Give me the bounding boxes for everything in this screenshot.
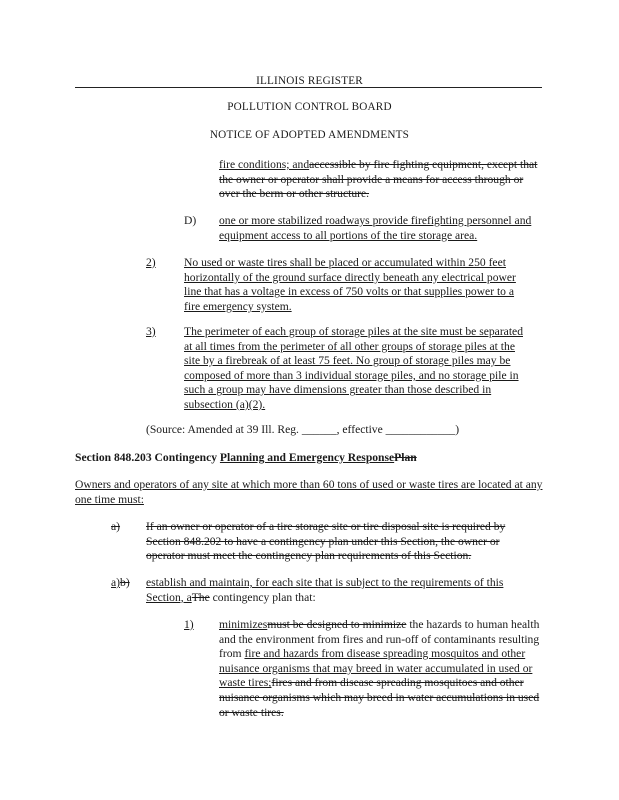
item-ab-label: a)b) [111,576,130,589]
item-3-text: The perimeter of each group of storage piles at the site must be separated at all times from the perimeter of all other groups of storage piles at the site by a firebreak of at least 75 feet. No group of storage piles may be composed of more than 3 individual storage piles, and no storage pile in such a group may have dimensions greater than those described in subsection (a)(2). [184,325,523,411]
notice-title: NOTICE OF ADOPTED AMENDMENTS [209,129,410,141]
deleted-text: accessible by fire fighting equipment, except that the owner or operator shall provide a means for access through or over the berm or other structure. [219,158,538,201]
item-a-text: If an owner or operator of a tire storage site or tire disposal site is required by Section 848.202 to have a contingency plan under this Section, the owner or operator must meet the contingency plan requirements of this Section. [146,520,506,563]
section-deleted: Plan [394,451,417,464]
item-1-label: 1) [184,618,194,631]
continued-paragraph [219,158,542,202]
item-3-label: 3) [146,325,156,338]
inserted-text: fire conditions; and [219,158,310,171]
item-2-label: 2) [146,256,156,269]
item-2-text: No used or waste tires shall be placed or accumulated within 250 feet horizontally of the ground surface directly beneath any electrical power line that has a voltage in excess of 750 volts or that supplies power to a fire emergency system. [184,256,516,313]
board-title: POLLUTION CONTROL BOARD [227,101,392,113]
item-ab-text: establish and maintain, for each site that is subject to the requirements of this Section, aThe contingency plan that: [146,576,504,604]
section-inserted: Planning and Emergency Response [219,451,395,464]
intro-paragraph: Owners and operators of any site at which more than 60 tons of used or waste tires are located at any one time must: [75,478,543,506]
section-heading [75,451,545,466]
register-title: ILLINOIS REGISTER [256,75,363,87]
source-note: (Source: Amended at 39 Ill. Reg. ______, effective ____________) [146,423,460,436]
item-d-text: one or more stabilized roadways provide firefighting personnel and equipment access to all portions of the tire storage area. [219,214,532,242]
item-a-label: a) [111,520,121,533]
header-rule [75,87,542,88]
item-d-label: D) [184,214,197,227]
item-1-text: minimizesmust be designed to minimize the hazards to human health and the environment from fires and run-off of contaminants resulting from fire and hazards from disease spreading mosquitos and other nuisance organisms that may breed in water accumulated in used or waste tires;fires and from disease spreading mosquitoes and other nuisance organisms which may breed in water accumulations in used or waste tires. [219,618,540,719]
section-number: Section 848.203 Contingency [75,451,220,464]
